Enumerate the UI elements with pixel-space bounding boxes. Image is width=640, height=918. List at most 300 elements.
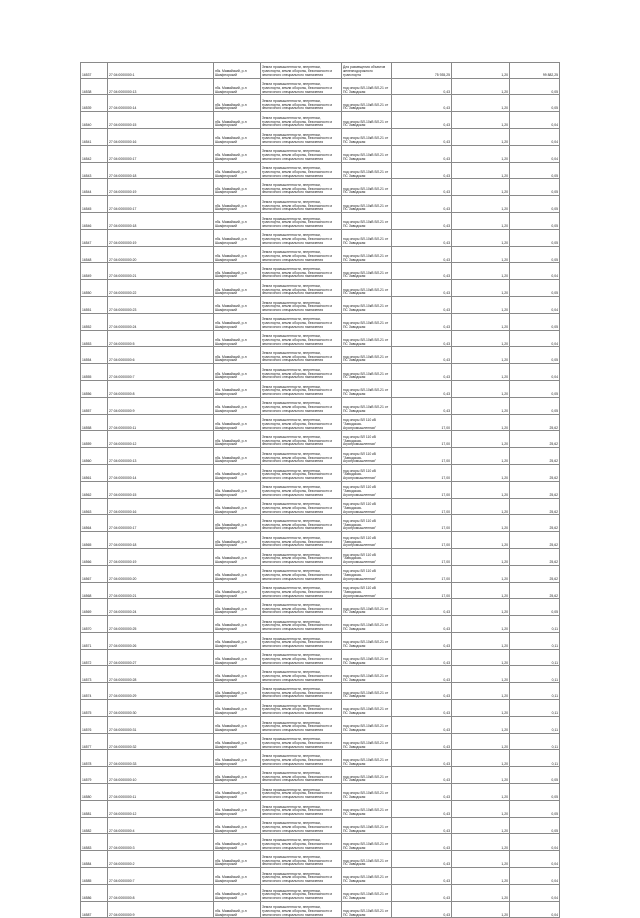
cell-land-category: Земли промышленности, энергетики, транспорта, земли обороны, безопасности и земли иного специального назначения — [261, 63, 342, 79]
cell-area: 0,43 — [392, 649, 452, 666]
cell-record-id: 16548 — [81, 246, 108, 263]
cell-permitted-use: под опоры ВЛ-10кВ ВЛ-21 от ПС Заводская — [342, 145, 392, 162]
cell-cadastral-number: 27:04:0000000:12 — [108, 431, 214, 448]
cell-area: 0,43 — [392, 666, 452, 683]
cell-permitted-use: под опоры ВЛ-10кВ ВЛ-21 от ПС Заводская — [342, 78, 392, 95]
cell-rate: 1,20 — [452, 481, 510, 498]
cell-permitted-use: под опоры ВЛ-10кВ ВЛ-21 от ПС Заводская — [342, 834, 392, 851]
cell-permitted-use: под опоры ВЛ-10кВ ВЛ-21 от ПС Заводская — [342, 347, 392, 364]
cell-land-category: Земли промышленности, энергетики, транспорта, земли обороны, безопасности и земли иного специального назначения — [261, 582, 342, 599]
cell-rate: 1,20 — [452, 834, 510, 851]
cell-area: 0,43 — [392, 750, 452, 767]
cell-address: хбк. Мамайский, р-н Шкафнорский — [214, 716, 261, 733]
cell-tax: 0,05 — [510, 817, 560, 834]
cell-land-category: Земли промышленности, энергетики, транспорта, земли обороны, безопасности и земли иного специального назначения — [261, 834, 342, 851]
cell-cadastral-number: 27:04:0000000:18 — [108, 532, 214, 549]
cell-land-category: Земли промышленности, энергетики, транспорта, земли обороны, безопасности и земли иного специального назначения — [261, 296, 342, 313]
cell-address: хбк. Мамайский, р-н Шкафнорский — [214, 884, 261, 901]
cell-area: 0,43 — [392, 817, 452, 834]
cell-address: хбк. Мамайский, р-н Шкафнорский — [214, 700, 261, 717]
cell-permitted-use: под опоры ВЛ-10кВ ВЛ-21 от ПС Заводская — [342, 851, 392, 868]
cell-land-category: Земли промышленности, энергетики, транспорта, земли обороны, безопасности и земли иного специального назначения — [261, 884, 342, 901]
cell-record-id: 16543 — [81, 162, 108, 179]
cell-rate: 1,20 — [452, 196, 510, 213]
cell-cadastral-number: 27:04:0000000:18 — [108, 212, 214, 229]
cell-tax: 0,05 — [510, 380, 560, 397]
cell-permitted-use: под опоры ВЛ 110 кВ "Заводская-Агропромышленная" — [342, 565, 392, 582]
cell-record-id: 16557 — [81, 397, 108, 414]
cell-tax: 0,04 — [510, 868, 560, 885]
cell-land-category: Земли промышленности, энергетики, транспорта, земли обороны, безопасности и земли иного специального назначения — [261, 599, 342, 616]
cell-tax: 0,11 — [510, 700, 560, 717]
cell-permitted-use: под опоры ВЛ-10кВ ВЛ-21 от ПС Заводская — [342, 313, 392, 330]
cell-rate: 1,20 — [452, 63, 510, 79]
cell-rate: 1,20 — [452, 632, 510, 649]
cell-cadastral-number: 27:04:0000000:3 — [108, 834, 214, 851]
cell-address: хбк. Мамайский, р-н Шкафнорский — [214, 582, 261, 599]
cell-area: 0,43 — [392, 733, 452, 750]
cell-tax: 0,05 — [510, 397, 560, 414]
cell-cadastral-number: 27:04:0000000:20 — [108, 565, 214, 582]
cell-address: хбк. Мамайский, р-н Шкафнорский — [214, 397, 261, 414]
cell-address: хбк. Мамайский, р-н Шкафнорский — [214, 229, 261, 246]
cell-rate: 1,20 — [452, 112, 510, 129]
cell-area: 17,00 — [392, 448, 452, 465]
cell-tax: 0,04 — [510, 128, 560, 145]
table-row — [81, 481, 560, 498]
cell-tax: 25,62 — [510, 414, 560, 431]
cell-tax: 0,05 — [510, 229, 560, 246]
cell-cadastral-number: 27:04:0000000:24 — [108, 313, 214, 330]
table-row — [81, 95, 560, 112]
cell-rate: 1,20 — [452, 750, 510, 767]
cell-land-category: Земли промышленности, энергетики, транспорта, земли обороны, безопасности и земли иного специального назначения — [261, 800, 342, 817]
cell-tax: 25,62 — [510, 431, 560, 448]
cell-record-id: 16544 — [81, 179, 108, 196]
table-row — [81, 767, 560, 784]
cell-cadastral-number: 27:04:0000000:13 — [108, 448, 214, 465]
cell-tax: 0,04 — [510, 851, 560, 868]
cell-permitted-use: под опоры ВЛ-10кВ ВЛ-21 от ПС Заводская — [342, 901, 392, 918]
cell-rate: 1,20 — [452, 95, 510, 112]
cell-address: хбк. Мамайский, р-н Шкафнорский — [214, 784, 261, 801]
cell-land-category: Земли промышленности, энергетики, транспорта, земли обороны, безопасности и земли иного специального назначения — [261, 246, 342, 263]
table-row — [81, 868, 560, 885]
cell-permitted-use: под опоры ВЛ 110 кВ "Заводская-Агропромышленная" — [342, 548, 392, 565]
cell-address: хбк. Мамайский, р-н Шкафнорский — [214, 145, 261, 162]
cell-rate: 1,20 — [452, 532, 510, 549]
cell-land-category: Земли промышленности, энергетики, транспорта, земли обороны, безопасности и земли иного специального назначения — [261, 548, 342, 565]
cell-address: хбк. Мамайский, р-н Шкафнорский — [214, 448, 261, 465]
cell-tax: 0,11 — [510, 733, 560, 750]
cell-cadastral-number: 27:04:0000000:17 — [108, 145, 214, 162]
table-row — [81, 716, 560, 733]
cell-cadastral-number: 27:04:0000000:8 — [108, 380, 214, 397]
cell-address: хбк. Мамайский, р-н Шкафнорский — [214, 616, 261, 633]
table-row — [81, 532, 560, 549]
cell-cadastral-number: 27:04:0000000:9 — [108, 397, 214, 414]
table-row — [81, 464, 560, 481]
cell-permitted-use: Для размещения объектов железнодорожного транспорта — [342, 63, 392, 79]
cell-land-category: Земли промышленности, энергетики, транспорта, земли обороны, безопасности и земли иного специального назначения — [261, 78, 342, 95]
cell-address: хбк. Мамайский, р-н Шкафнорский — [214, 498, 261, 515]
cell-address: хбк. Мамайский, р-н Шкафнорский — [214, 63, 261, 79]
cell-area: 0,43 — [392, 834, 452, 851]
cell-area: 0,43 — [392, 599, 452, 616]
cell-land-category: Земли промышленности, энергетики, транспорта, земли обороны, безопасности и земли иного специального назначения — [261, 414, 342, 431]
cell-tax: 25,62 — [510, 498, 560, 515]
cell-area: 0,43 — [392, 397, 452, 414]
cell-record-id: 16572 — [81, 649, 108, 666]
cell-permitted-use: под опоры ВЛ-10кВ ВЛ-21 от ПС Заводская — [342, 683, 392, 700]
cell-rate: 1,20 — [452, 515, 510, 532]
cell-address: хбк. Мамайский, р-н Шкафнорский — [214, 364, 261, 381]
cell-tax: 0,11 — [510, 666, 560, 683]
cell-permitted-use: под опоры ВЛ-10кВ ВЛ-21 от ПС Заводская — [342, 212, 392, 229]
table-row — [81, 515, 560, 532]
land-register-table — [80, 62, 560, 918]
cell-tax: 0,11 — [510, 683, 560, 700]
cell-rate: 1,20 — [452, 666, 510, 683]
cell-land-category: Земли промышленности, энергетики, транспорта, земли обороны, безопасности и земли иного специального назначения — [261, 683, 342, 700]
cell-record-id: 16578 — [81, 750, 108, 767]
cell-rate: 1,20 — [452, 599, 510, 616]
cell-area: 17,00 — [392, 548, 452, 565]
cell-record-id: 16553 — [81, 330, 108, 347]
table-row — [81, 397, 560, 414]
cell-area: 17,00 — [392, 414, 452, 431]
cell-rate: 1,20 — [452, 582, 510, 599]
cell-permitted-use: под опоры ВЛ-10кВ ВЛ-21 от ПС Заводская — [342, 817, 392, 834]
table-row — [81, 380, 560, 397]
cell-rate: 1,20 — [452, 683, 510, 700]
cell-permitted-use: под опоры ВЛ-10кВ ВЛ-21 от ПС Заводская — [342, 616, 392, 633]
cell-address: хбк. Мамайский, р-н Шкафнорский — [214, 330, 261, 347]
cell-address: хбк. Мамайский, р-н Шкафнорский — [214, 162, 261, 179]
cell-address: хбк. Мамайский, р-н Шкафнорский — [214, 212, 261, 229]
cell-address: хбк. Мамайский, р-н Шкафнорский — [214, 313, 261, 330]
cell-cadastral-number: 27:04:0000000:7 — [108, 868, 214, 885]
cell-record-id: 16587 — [81, 901, 108, 918]
cell-permitted-use: под опоры ВЛ-10кВ ВЛ-21 от ПС Заводская — [342, 884, 392, 901]
cell-cadastral-number: 27:04:0000000:21 — [108, 263, 214, 280]
table-row — [81, 632, 560, 649]
register-sheet — [80, 62, 559, 918]
cell-permitted-use: под опоры ВЛ-10кВ ВЛ-21 от ПС Заводская — [342, 750, 392, 767]
cell-land-category: Земли промышленности, энергетики, транспорта, земли обороны, безопасности и земли иного специального назначения — [261, 313, 342, 330]
cell-area: 0,43 — [392, 95, 452, 112]
cell-cadastral-number: 27:04:0000000:25 — [108, 616, 214, 633]
cell-tax: 0,11 — [510, 632, 560, 649]
cell-land-category: Земли промышленности, энергетики, транспорта, земли обороны, безопасности и земли иного специального назначения — [261, 263, 342, 280]
cell-tax: 25,62 — [510, 532, 560, 549]
table-row — [81, 145, 560, 162]
cell-area: 0,43 — [392, 313, 452, 330]
cell-cadastral-number: 27:04:0000000:22 — [108, 280, 214, 297]
cell-area: 0,43 — [392, 162, 452, 179]
cell-address: хбк. Мамайский, р-н Шкафнорский — [214, 95, 261, 112]
cell-land-category: Земли промышленности, энергетики, транспорта, земли обороны, безопасности и земли иного специального назначения — [261, 481, 342, 498]
table-row — [81, 649, 560, 666]
cell-rate: 1,20 — [452, 616, 510, 633]
table-row — [81, 616, 560, 633]
cell-record-id: 16555 — [81, 364, 108, 381]
table-row — [81, 63, 560, 79]
cell-tax: 0,11 — [510, 750, 560, 767]
cell-area: 0,43 — [392, 229, 452, 246]
cell-record-id: 16560 — [81, 448, 108, 465]
cell-cadastral-number: 27:04:0000000:29 — [108, 683, 214, 700]
table-row — [81, 212, 560, 229]
cell-record-id: 16539 — [81, 95, 108, 112]
cell-area: 17,00 — [392, 582, 452, 599]
cell-land-category: Земли промышленности, энергетики, транспорта, земли обороны, безопасности и земли иного специального назначения — [261, 364, 342, 381]
cell-record-id: 16584 — [81, 851, 108, 868]
cell-tax: 0,05 — [510, 179, 560, 196]
cell-record-id: 16582 — [81, 817, 108, 834]
cell-cadastral-number: 27:04:0000000:27 — [108, 649, 214, 666]
cell-cadastral-number: 27:04:0000000:19 — [108, 179, 214, 196]
cell-cadastral-number: 27:04:0000000:14 — [108, 95, 214, 112]
cell-rate: 1,20 — [452, 364, 510, 381]
cell-cadastral-number: 27:04:0000000:16 — [108, 498, 214, 515]
cell-address: хбк. Мамайский, р-н Шкафнорский — [214, 548, 261, 565]
cell-permitted-use: под опоры ВЛ 110 кВ "Заводская-Агропромышленная" — [342, 481, 392, 498]
cell-address: хбк. Мамайский, р-н Шкафнорский — [214, 817, 261, 834]
table-row — [81, 700, 560, 717]
cell-land-category: Земли промышленности, энергетики, транспорта, земли обороны, безопасности и земли иного специального назначения — [261, 145, 342, 162]
table-row — [81, 750, 560, 767]
cell-area: 0,43 — [392, 196, 452, 213]
cell-cadastral-number: 27:04:0000000:7 — [108, 364, 214, 381]
cell-land-category: Земли промышленности, энергетики, транспорта, земли обороны, безопасности и земли иного специального назначения — [261, 229, 342, 246]
cell-rate: 1,20 — [452, 263, 510, 280]
cell-rate: 1,20 — [452, 212, 510, 229]
cell-cadastral-number: 27:04:0000000:23 — [108, 296, 214, 313]
cell-rate: 1,20 — [452, 380, 510, 397]
cell-address: хбк. Мамайский, р-н Шкафнорский — [214, 263, 261, 280]
cell-land-category: Земли промышленности, энергетики, транспорта, земли обороны, безопасности и земли иного специального назначения — [261, 616, 342, 633]
cell-record-id: 16566 — [81, 548, 108, 565]
cell-area: 0,43 — [392, 616, 452, 633]
cell-address: хбк. Мамайский, р-н Шкафнорский — [214, 750, 261, 767]
cell-tax: 0,05 — [510, 212, 560, 229]
cell-area: 0,43 — [392, 683, 452, 700]
cell-tax: 0,04 — [510, 901, 560, 918]
cell-permitted-use: под опоры ВЛ-10кВ ВЛ-21 от ПС Заводская — [342, 632, 392, 649]
cell-address: хбк. Мамайский, р-н Шкафнорский — [214, 78, 261, 95]
cell-rate: 1,20 — [452, 431, 510, 448]
cell-area: 17,00 — [392, 431, 452, 448]
cell-rate: 1,20 — [452, 800, 510, 817]
cell-record-id: 16583 — [81, 834, 108, 851]
cell-area: 17,00 — [392, 464, 452, 481]
cell-land-category: Земли промышленности, энергетики, транспорта, земли обороны, безопасности и земли иного специального назначения — [261, 212, 342, 229]
cell-tax: 0,04 — [510, 296, 560, 313]
table-row — [81, 263, 560, 280]
cell-land-category: Земли промышленности, энергетики, транспорта, земли обороны, безопасности и земли иного специального назначения — [261, 397, 342, 414]
cell-land-category: Земли промышленности, энергетики, транспорта, земли обороны, безопасности и земли иного специального назначения — [261, 901, 342, 918]
cell-rate: 1,20 — [452, 246, 510, 263]
cell-land-category: Земли промышленности, энергетики, транспорта, земли обороны, безопасности и земли иного специального назначения — [261, 448, 342, 465]
cell-rate: 1,20 — [452, 565, 510, 582]
cell-permitted-use: под опоры ВЛ 110 кВ "Заводская-Агропромышленная" — [342, 414, 392, 431]
cell-permitted-use: под опоры ВЛ-10кВ ВЛ-21 от ПС Заводская — [342, 280, 392, 297]
cell-rate: 1,20 — [452, 313, 510, 330]
cell-tax: 0,04 — [510, 145, 560, 162]
cell-permitted-use: под опоры ВЛ-10кВ ВЛ-21 от ПС Заводская — [342, 364, 392, 381]
cell-cadastral-number: 27:04:0000000:13 — [108, 78, 214, 95]
cell-tax: 0,05 — [510, 313, 560, 330]
cell-area: 0,43 — [392, 347, 452, 364]
cell-land-category: Земли промышленности, энергетики, транспорта, земли обороны, безопасности и земли иного специального назначения — [261, 733, 342, 750]
cell-record-id: 16554 — [81, 347, 108, 364]
table-row — [81, 347, 560, 364]
cell-rate: 1,20 — [452, 901, 510, 918]
cell-cadastral-number: 27:04:0000000:32 — [108, 733, 214, 750]
cell-rate: 1,20 — [452, 330, 510, 347]
cell-cadastral-number: 27:04:0000000:33 — [108, 750, 214, 767]
cell-record-id: 16573 — [81, 666, 108, 683]
cell-tax: 99 882,25 — [510, 63, 560, 79]
cell-rate: 1,20 — [452, 296, 510, 313]
cell-land-category: Земли промышленности, энергетики, транспорта, земли обороны, безопасности и земли иного специального назначения — [261, 716, 342, 733]
table-row — [81, 784, 560, 801]
cell-address: хбк. Мамайский, р-н Шкафнорский — [214, 649, 261, 666]
cell-record-id: 16546 — [81, 212, 108, 229]
cell-cadastral-number: 27:04:0000000:11 — [108, 784, 214, 801]
cell-permitted-use: под опоры ВЛ-10кВ ВЛ-21 от ПС Заводская — [342, 179, 392, 196]
cell-tax: 25,62 — [510, 565, 560, 582]
cell-address: хбк. Мамайский, р-н Шкафнорский — [214, 179, 261, 196]
cell-area: 17,00 — [392, 565, 452, 582]
cell-tax: 0,05 — [510, 196, 560, 213]
cell-record-id: 16577 — [81, 733, 108, 750]
cell-permitted-use: под опоры ВЛ-10кВ ВЛ-21 от ПС Заводская — [342, 196, 392, 213]
table-row — [81, 683, 560, 700]
cell-area: 17,00 — [392, 532, 452, 549]
cell-area: 0,43 — [392, 330, 452, 347]
cell-cadastral-number: 27:04:0000000:14 — [108, 464, 214, 481]
cell-record-id: 16567 — [81, 565, 108, 582]
cell-cadastral-number: 27:04:0000000:18 — [108, 162, 214, 179]
cell-record-id: 16579 — [81, 767, 108, 784]
cell-area: 0,43 — [392, 296, 452, 313]
cell-tax: 0,05 — [510, 599, 560, 616]
cell-permitted-use: под опоры ВЛ-10кВ ВЛ-21 от ПС Заводская — [342, 649, 392, 666]
cell-address: хбк. Мамайский, р-н Шкафнорский — [214, 481, 261, 498]
cell-address: хбк. Мамайский, р-н Шкафнорский — [214, 767, 261, 784]
cell-record-id: 16565 — [81, 532, 108, 549]
table-row — [81, 280, 560, 297]
table-row — [81, 498, 560, 515]
cell-area: 75 935,25 — [392, 63, 452, 79]
cell-permitted-use: под опоры ВЛ-10кВ ВЛ-21 от ПС Заводская — [342, 296, 392, 313]
table-row — [81, 800, 560, 817]
cell-tax: 0,05 — [510, 800, 560, 817]
cell-area: 0,43 — [392, 784, 452, 801]
cell-permitted-use: под опоры ВЛ-10кВ ВЛ-21 от ПС Заводская — [342, 330, 392, 347]
cell-land-category: Земли промышленности, энергетики, транспорта, земли обороны, безопасности и земли иного специального назначения — [261, 330, 342, 347]
cell-tax: 25,62 — [510, 481, 560, 498]
cell-address: хбк. Мамайский, р-н Шкафнорский — [214, 128, 261, 145]
cell-land-category: Земли промышленности, энергетики, транспорта, земли обороны, безопасности и земли иного специального назначения — [261, 700, 342, 717]
cell-land-category: Земли промышленности, энергетики, транспорта, земли обороны, безопасности и земли иного специального назначения — [261, 666, 342, 683]
cell-rate: 1,20 — [452, 128, 510, 145]
cell-cadastral-number: 27:04:0000000:10 — [108, 767, 214, 784]
cell-tax: 0,05 — [510, 347, 560, 364]
cell-address: хбк. Мамайский, р-н Шкафнорский — [214, 599, 261, 616]
table-row — [81, 733, 560, 750]
cell-area: 0,43 — [392, 246, 452, 263]
cell-address: хбк. Мамайский, р-н Шкафнорский — [214, 733, 261, 750]
table-row — [81, 582, 560, 599]
cell-rate: 1,20 — [452, 733, 510, 750]
cell-area: 17,00 — [392, 515, 452, 532]
cell-cadastral-number: 27:04:0000000:17 — [108, 196, 214, 213]
cell-permitted-use: под опоры ВЛ-10кВ ВЛ-21 от ПС Заводская — [342, 246, 392, 263]
cell-rate: 1,20 — [452, 280, 510, 297]
cell-tax: 0,05 — [510, 78, 560, 95]
cell-area: 0,43 — [392, 700, 452, 717]
cell-rate: 1,20 — [452, 414, 510, 431]
cell-tax: 0,11 — [510, 616, 560, 633]
table-row — [81, 112, 560, 129]
cell-cadastral-number: 27:04:0000000:6 — [108, 347, 214, 364]
cell-area: 0,43 — [392, 800, 452, 817]
cell-rate: 1,20 — [452, 716, 510, 733]
cell-rate: 1,20 — [452, 884, 510, 901]
cell-land-category: Земли промышленности, энергетики, транспорта, земли обороны, безопасности и земли иного специального назначения — [261, 95, 342, 112]
cell-address: хбк. Мамайский, р-н Шкафнорский — [214, 532, 261, 549]
cell-permitted-use: под опоры ВЛ-10кВ ВЛ-21 от ПС Заводская — [342, 112, 392, 129]
cell-area: 0,43 — [392, 112, 452, 129]
cell-tax: 25,62 — [510, 464, 560, 481]
cell-rate: 1,20 — [452, 448, 510, 465]
cell-rate: 1,20 — [452, 145, 510, 162]
cell-cadastral-number: 27:04:0000000:26 — [108, 632, 214, 649]
cell-cadastral-number: 27:04:0000000:17 — [108, 515, 214, 532]
cell-area: 0,43 — [392, 128, 452, 145]
cell-record-id: 16541 — [81, 128, 108, 145]
cell-area: 0,43 — [392, 145, 452, 162]
table-row — [81, 565, 560, 582]
cell-permitted-use: под опоры ВЛ-10кВ ВЛ-21 от ПС Заводская — [342, 666, 392, 683]
table-row — [81, 179, 560, 196]
cell-rate: 1,20 — [452, 649, 510, 666]
cell-record-id: 16568 — [81, 582, 108, 599]
cell-permitted-use: под опоры ВЛ-10кВ ВЛ-21 от ПС Заводская — [342, 767, 392, 784]
cell-rate: 1,20 — [452, 817, 510, 834]
table-row — [81, 296, 560, 313]
cell-land-category: Земли промышленности, энергетики, транспорта, земли обороны, безопасности и земли иного специального назначения — [261, 128, 342, 145]
cell-record-id: 16562 — [81, 481, 108, 498]
cell-cadastral-number: 27:04:0000000:15 — [108, 112, 214, 129]
cell-address: хбк. Мамайский, р-н Шкафнорский — [214, 868, 261, 885]
cell-permitted-use: под опоры ВЛ 110 кВ "Заводская-Агропромышленная" — [342, 582, 392, 599]
cell-address: хбк. Мамайский, р-н Шкафнорский — [214, 800, 261, 817]
cell-record-id: 16563 — [81, 498, 108, 515]
cell-area: 0,43 — [392, 851, 452, 868]
cell-tax: 0,05 — [510, 162, 560, 179]
table-row — [81, 666, 560, 683]
cell-cadastral-number: 27:04:0000000:5 — [108, 330, 214, 347]
cell-permitted-use: под опоры ВЛ-10кВ ВЛ-21 от ПС Заводская — [342, 716, 392, 733]
cell-record-id: 16542 — [81, 145, 108, 162]
cell-rate: 1,20 — [452, 347, 510, 364]
cell-record-id: 16564 — [81, 515, 108, 532]
table-row — [81, 364, 560, 381]
